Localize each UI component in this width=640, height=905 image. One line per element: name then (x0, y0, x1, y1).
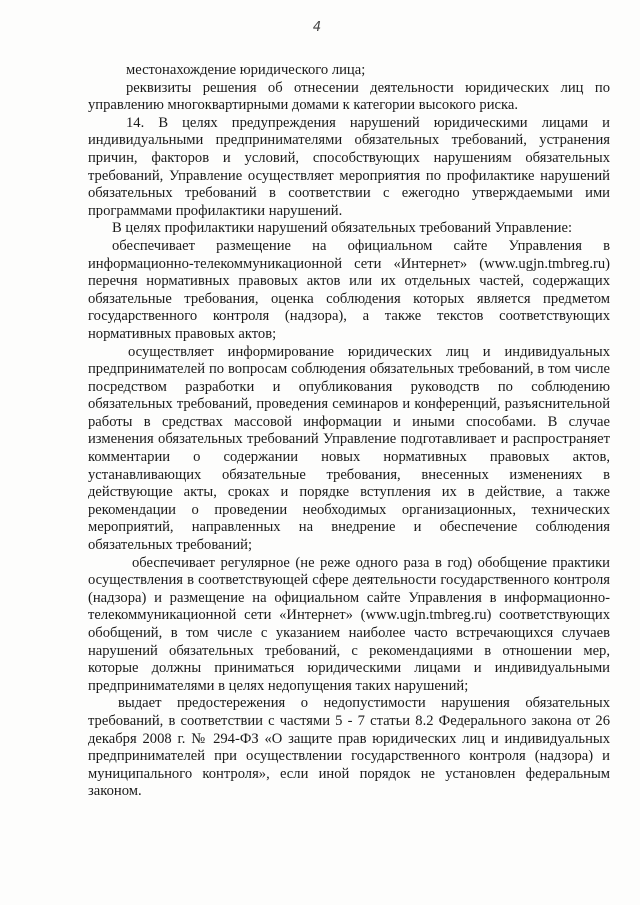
paragraph-prevention-intro: В целях профилактики нарушений обязательных требований Управление: (112, 220, 572, 237)
paragraph-practice-generalization: обеспечивает регулярное (не реже одного раза в год) обобщение практики осуществления в соответствующей сфере деятельности государственного контроля (надзора) и размещение на официальном сайте Управления в информационно-телекоммуникационной сети «Интернет» (www.ugjn.tmbreg.ru) соответствующих обобщений, в том числе с указанием наиболее часто встречающихся случаев нарушений обязательных требований, с рекомендациями в отношении мер, которые должны приниматься юридическими лицами и индивидуальными предпринимателями в целях недопущения таких нарушений; (88, 554, 610, 694)
paragraph-section-14: 14. В целях предупреждения нарушений юридическими лицами и индивидуальными предпринимателями обязательных требований, устранения причин, факторов и условий, способствующих нарушениям обязательных требований, Управление осуществляет мероприятия по профилактике нарушений обязательных требований в соответствии с ежегодно утверждаемыми ими программами профилактики нарушений. (88, 114, 610, 219)
paragraph-warnings-issued: выдает предостережения о недопустимости нарушения обязательных требований, в соответствии с частями 5 - 7 статьи 8.2 Федерального закона от 26 декабря 2008 г. № 294-ФЗ «О защите прав юридических лиц и индивидуальных предпринимателей при осуществлении государственного контроля (надзора) и муниципального контроля», если иной порядок не установлен федеральным законом. (88, 695, 610, 800)
paragraph-risk-decision-details: реквизиты решения об отнесении деятельности юридических лиц по управлению многоквартирными домами к категории высокого риска. (88, 79, 610, 114)
paragraph-publication-of-acts: обеспечивает размещение на официальном сайте Управления в информационно-телекоммуникационной сети «Интернет» (www.ugjn.tmbreg.ru) перечня нормативных правовых актов или их отдельных частей, содержащих обязательные требования, оценка соблюдения которых является предметом государственного контроля (надзора), а также текстов соответствующих нормативных правовых актов; (88, 237, 610, 342)
paragraph-legal-entity-location: местонахождение юридического лица; (126, 62, 366, 78)
page-number: 4 (312, 20, 322, 35)
document-body (88, 62, 610, 801)
paragraph-informing-entities: осуществляет информирование юридических лиц и индивидуальных предпринимателей по вопросам соблюдения обязательных требований, в том числе посредством разработки и опубликования руководств по соблюдению обязательных требований, проведения семинаров и конференций, разъяснительной работы в средствах массовой информации и иными способами. В случае изменения обязательных требований Управление подготавливает и распространяет комментарии о содержании новых нормативных правовых актов, устанавливающих обязательные требования, внесенных изменениях в действующие акты, сроках и порядке вступления их в действие, а также рекомендации о проведении необходимых организационных, технических мероприятий, направленных на внедрение и обеспечение соблюдения обязательных требований; (88, 343, 610, 554)
